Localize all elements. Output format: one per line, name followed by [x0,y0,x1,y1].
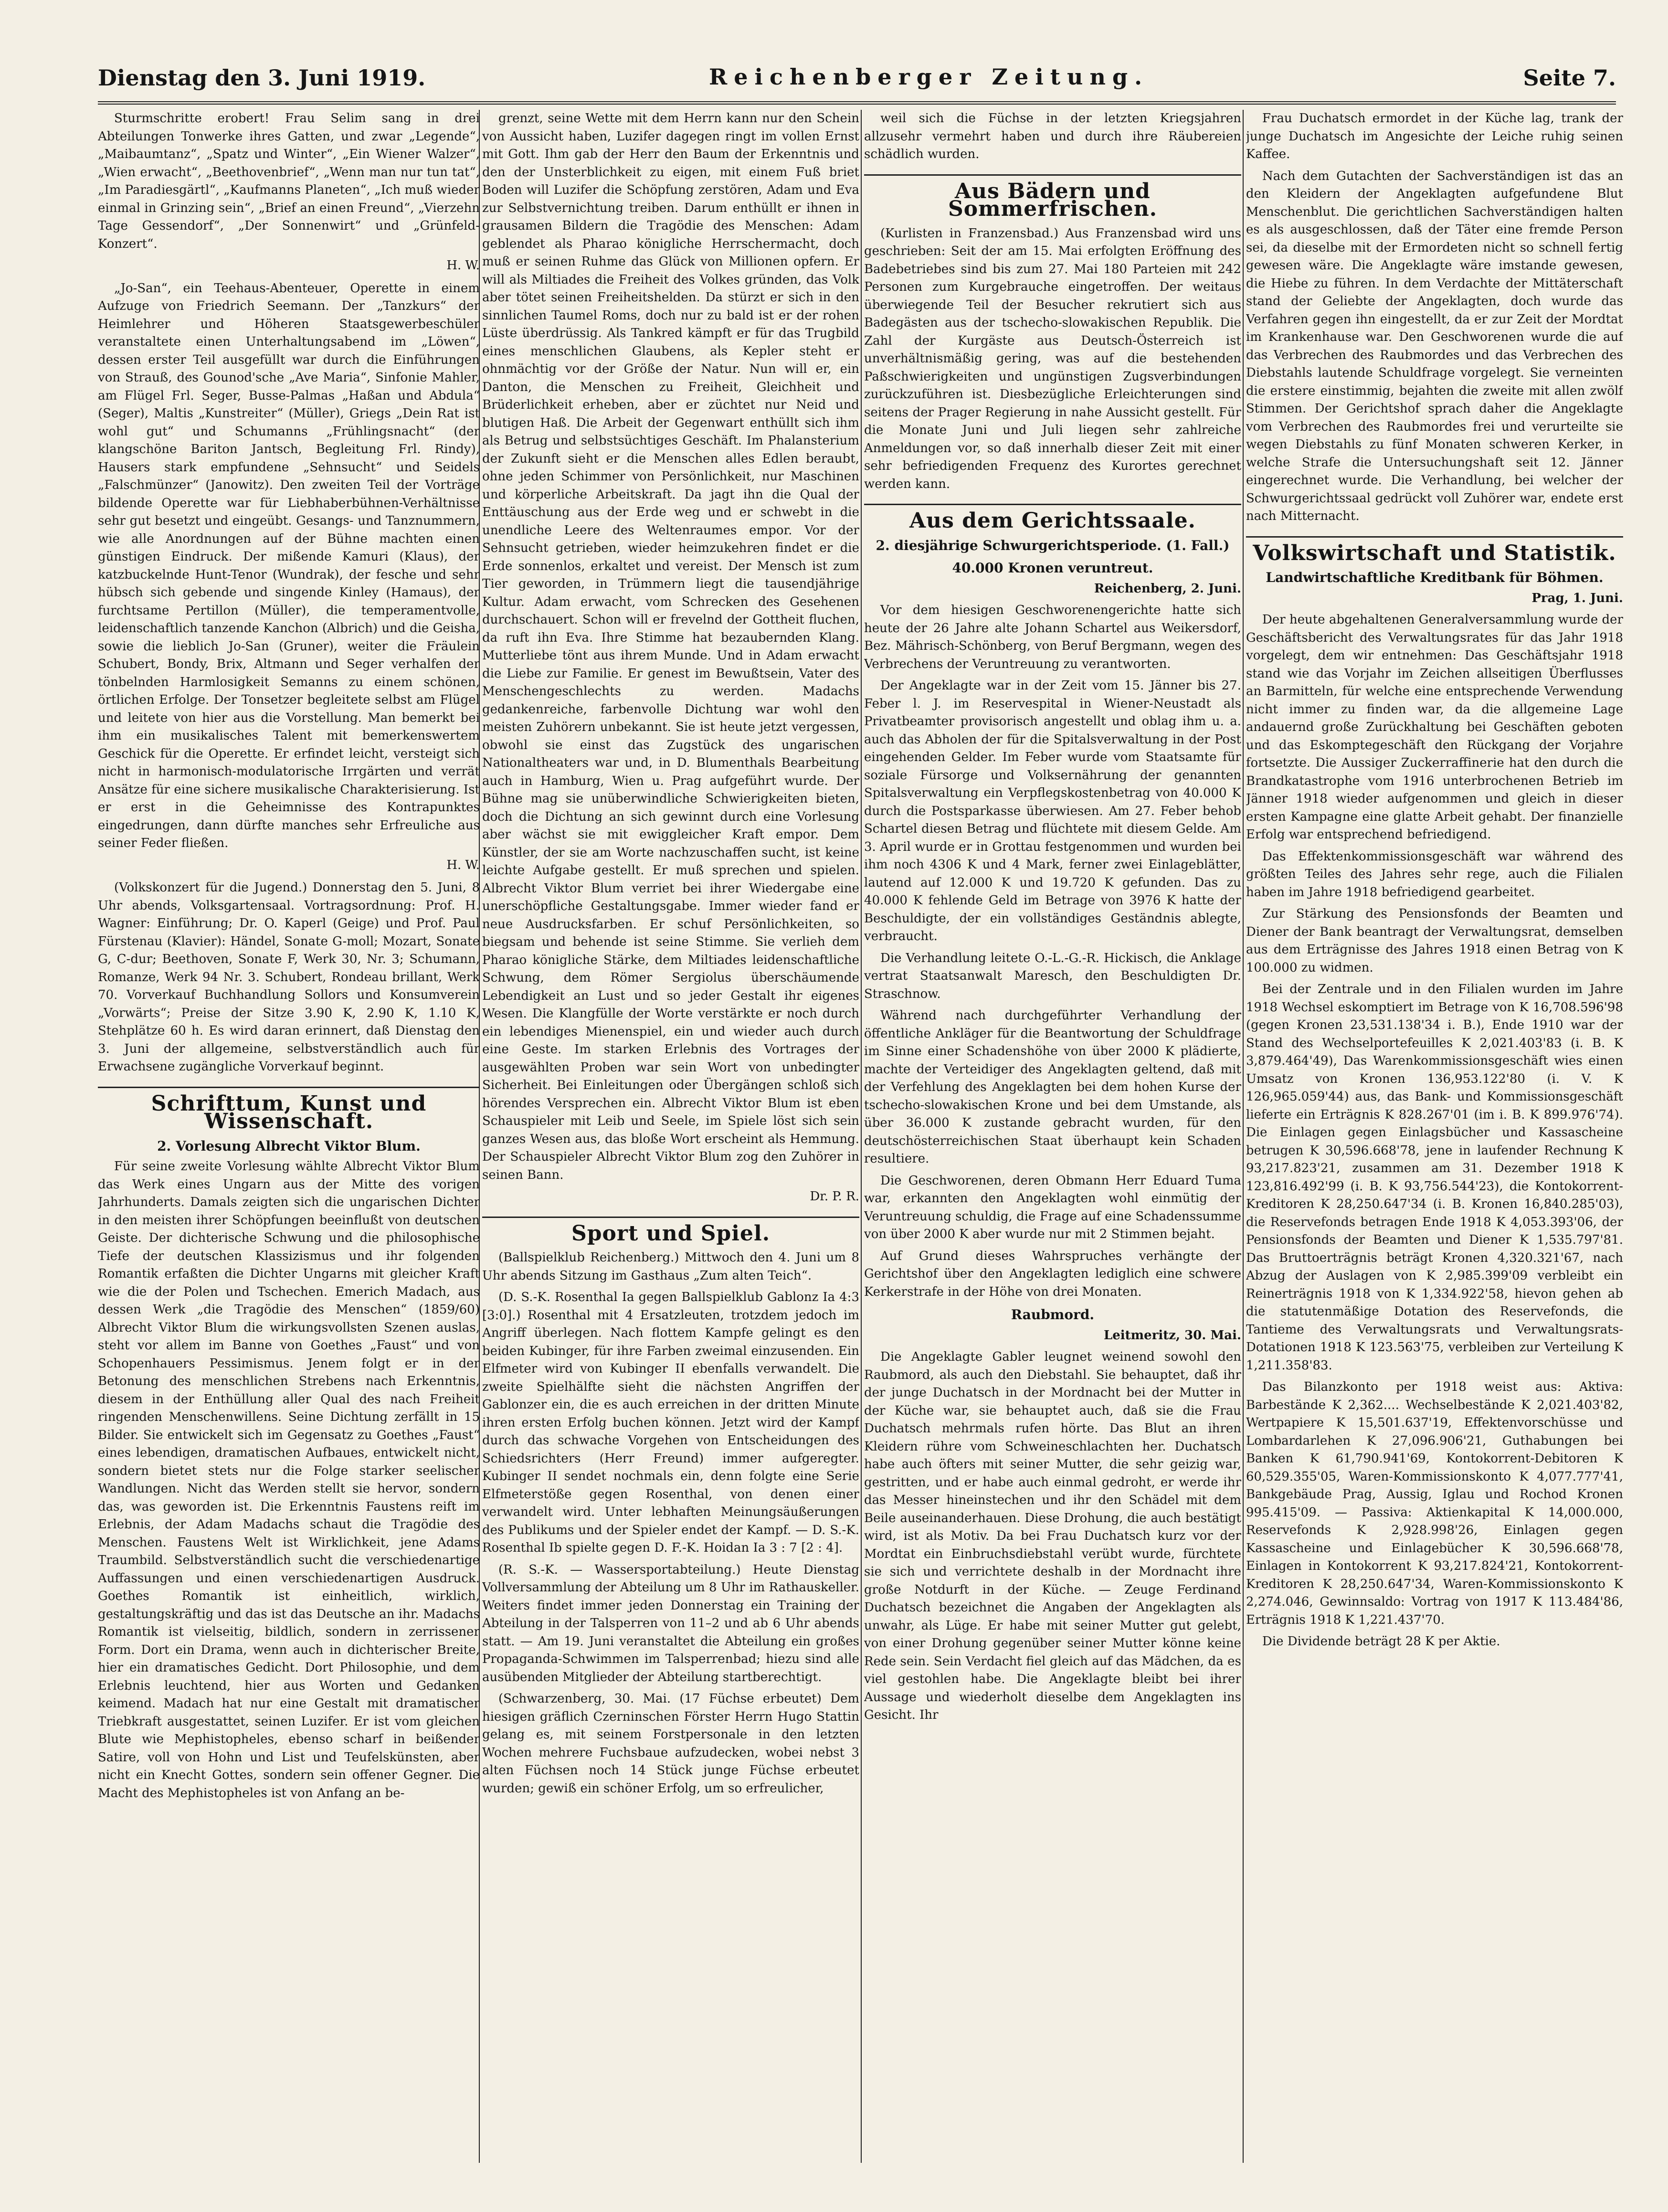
paragraph: (Volkskonzert für die Jugend.) Donnerstag den 5. Juni, 8 Uhr abends, Volksgartensaal. Vortragsordnung: Prof. H. Wagner: Einführung; Dr. O. Kaperl (Geige) und Prof. Paul Fürstenau (Klavier): Händel, Sonate G-moll; Mozart, Sonate G, C-dur; Beethoven, Sonate F, Werk 30, Nr. 3; Schumann, Romanze, Werk 94 Nr. 3. Schubert, Rondeau brillant, Werk 70. Vorverkauf Buchhandlung Sollors und Konsumverein „Vorwärts“; Preise der Sitze 3.90 K, 2.90 K, 1.10 K, Stehplätze 60 h. Es wird daran erinnert, daß Dienstag den 3. Juni der allgemeine, selbstverständlich auch für Erwachsene zugängliche Vorverkauf beginnt. [98,880,480,1074]
header-date: Dienstag den 3. Juni 1919. [98,65,426,91]
paragraph: Die Dividende beträgt 28 K per Aktie. [1262,1634,1500,1649]
paragraph: Nach dem Gutachten der Sachverständigen ist das an den Kleidern der Angeklagten aufgefundene Blut Menschenblut. Die gerichtlichen Sachverständigen halten es als ausgeschlossen, daß der Täter eine fremde Person sei, da dieselbe mit der Ermordeten nicht so schnell fertig gewesen wäre. Die Angeklagte wäre imstande gewesen, die Hiebe zu führen. In dem Verdachte der Mittäterschaft stand der Geliebte der Angeklagten, doch wurde das Verfahren gegen ihn eingestellt, da er zur Zeit der Mordtat im Krankenhause war. Den Geschworenen wurde die auf das Verbrechen des Raubmordes und das Verbrechen des Diebstahls lautende Schuldfrage vorgelegt. Sie verneinten die erstere einstimmig, bejahten die zweite mit allen zwölf Stimmen. Der Gerichtshof sprach daher die Angeklagte vom Verbrechen des Raubmordes frei und verurteilte sie wegen Diebstahls zu fünf Monaten schweren Kerker, in welche Strafe die Untersuchungshaft seit 12. Jänner eingerechnet wurde. Die Verhandlung, bei welcher der Schwurgerichtssaal gedrückt voll Zuhörer war, endete erst nach Mitternacht. [1246,169,1623,523]
newspaper-title: Reichenberger Zeitung. [709,64,1149,90]
section-heading: Sport und Spiel. [482,1217,859,1243]
paragraph: Das Effektenkommissionsgeschäft war während des größten Teiles des Jahres sehr rege, auch die Filialen haben im Jahre 1918 befriedigend gearbeitet. [1246,849,1623,900]
paragraph: „Jo-San“, ein Teehaus-Abenteuer, Operette in einem Aufzuge von Friedrich Seemann. Der „Tanzkurs“ der Heimlehrer und Höheren Staatsgewerbeschüler veranstaltete einen Unterhaltungsabend im „Löwen“, dessen erster Teil ausgefüllt war durch die Einführungen von Strauß, des Gounod'sche „Ave Maria“, Sinfonie Mahler, am Flügel Frl. Seger, Busse-Palmas „Haßan und Abdula“ (Seger), Maltis „Kunstreiter“ (Müller), Griegs „Dein Rat ist wohl gut“ und Schumanns „Frühlingsnacht“ (der klangschöne Bariton Jantsch, Begleitung Frl. Rindy), Hausers stark empfundene „Sehnsucht“ und Seidels „Falschmünzer“ (Janowitz). Den zweiten Teil der Vorträge bildende Operette war für Liebhaberbühnen-Verhältnisse sehr gut besetzt und eingeübt. Gesangs- und Tanznummern, wie alle Anordnungen auf der Bühne machten einen günstigen Eindruck. Der mißende Kamuri (Klaus), der katzbuckelnde Hunt-Tenor (Wundrak), der fesche und sehr hübsch sich gebende und singende Kinley (Hamaus), der furchtsame Pertillon (Müller), die temperamentvolle, leidenschaftlich tanzende Kanchon (Albrich) und die Geisha, sowie die lieblich Jo-San (Gruner), weiter die Fräulein Schubert, Bondy, Brix, Altmann und Seger verhalfen der tönbelnden Harmlosigkeit Semanns zu einem schönen, örtlichen Erfolge. Der Tonsetzer begleitete selbst am Flügel und leitete von hier aus die Vorstellung. Man bemerkt bei ihm ein musikalisches Talent mit bemerkenswertem Geschick für die Operette. Er erfindet leicht, versteigt sich nicht in harmonisch-modulatorische Irrgärten und verrät Ansätze für eine sichere musikalische Charakterisierung. Ist er erst in die Geheimnisse des Kontrapunktes eingedrungen, dann dürfte manches sehr Erfreuliche aus seiner Feder fließen. [98,281,480,850]
paragraph: Für seine zweite Vorlesung wählte Albrecht Viktor Blum das Werk eines Ungarn aus der Mitte des vorigen Jahrhunderts. Damals zeigten sich die ungarischen Dichter in den meisten ihrer Schöpfungen beeinflußt von deutschen Geiste. Der dichterische Schwung und die philosophische Tiefe der deutschen Klassizismus und ihr folgenden Romantik erfaßten die Dichter Ungarns mit gleicher Kraft wie die der Polen und Tschechen. Emerich Madach, aus dessen Werk „die Tragödie des Menschen“ (1859/60) Albrecht Viktor Blum die wirkungsvollsten Szenen auslas, steht vor allem im Banne von Goethes „Faust“ und von Schopenhauers Pessimismus. Jenem folgt er in der Betonung des menschlichen Strebens nach Erkenntnis, diesem in der Enthüllung aller Qual des nach Freiheit ringenden Menschenwillens. Seine Dichtung zerfällt in 15 Bilder. Sie entwickelt sich im Gegensatz zu Goethes „Faust“ eines lebendigen, dramatischen Aufbaues, entwickelt nicht, sondern bietet stets nur die Folge starker seelischer Wandlungen. Nicht das Werden stellt sie hervor, sondern das, was geworden ist. Die Erkenntnis Faustens reift im Erlebnis, der Adam Madachs schaut die Tragödie des Menschen. Faustens Welt ist Wirklichkeit, jene Adams Traumbild. Selbstverständlich sucht die verschiedenartige Auffassungen und einen verschiedenartigen Ausdruck. Goethes Romantik ist einheitlich, wirklich, gestaltungskräftig und das ist das Deutsche an ihr. Madachs Romantik ist vielseitig, bildlich, sondern in zerrissener Form. Dort ein Drama, wenn auch in dichterischer Breite, hier ein dramatisches Gedicht. Dort Philosophie, und dem Erlebnis leuchtend, hier aus Worten und Gedanken keimend. Madach hat nur eine Gestalt mit dramatischer Triebkraft ausgestattet, seinen Luzifer. Er ist vom gleichen Blute wie Mephistopheles, ebenso scharf in beißender Satire, voll von Hohn und List und Teufelskünsten, aber nicht ein Knecht Gottes, sondern sein offener Gegner. Die Macht des Mephistopheles ist von Anfang an be- [98,1159,480,1800]
paragraph: weil sich die Füchse in der letzten Kriegsjahren allzusehr vermehrt haben und durch ihre Räubereien schädlich wurden. [864,111,1241,161]
paragraph: (Schwarzenberg, 30. Mai. (17 Füchse erbeutet) Dem hiesigen gräflich Czerninschen Förster Herrn Hugo Stattin gelang es, mit seinem Forstpersonale in den letzten Wochen mehrere Fuchsbaue aufzudecken, wobei nebst 3 alten Füchsen noch 14 Stück junge Füchse erbeutet wurden; gewiß ein schöner Erfolg, um so erfreulicher, [482,1692,859,1796]
paragraph: Die Angeklagte Gabler leugnet weinend sowohl den Raubmord, als auch den Diebstahl. Sie behauptet, daß ihr der junge Duchatsch in der Mordnacht bei der Mutter in der Küche war, sie behauptet auch, daß sie die Frau Duchatsch mehrmals rufen hörte. Das Blut an ihren Kleidern rühre vom Schweineschlachten her. Duchatsch habe auch öfters mit seiner Mutter, die sehr geizig war, gestritten, und er habe auch einmal gedroht, er werde ihr das Messer hineinstechen und ihr den Schädel mit dem Beile auseinanderhauen. Diese Drohung, die auch bestätigt wird, ist als Motiv. Da bei Frau Duchatsch kurz vor der Mordtat ein Einbruchsdiebstahl verübt wurde, fürchtete sie sich und verrichtete deshalb in der Mordnacht ihre große Notdurft in der Küche. — Zeuge Ferdinand Duchatsch bezeichnet die Angaben der Angeklagten als unwahr, als Lüge. Er habe mit seiner Mutter gut gelebt, von einer Drohung gegenüber seiner Mutter könne keine Rede sein. Sein Verdacht fiel gleich auf das Mädchen, da es viel gestohlen habe. Die Angeklagte bleibt bei ihrer Aussage und wiederholt dieselbe dem Angeklagten ins Gesicht. Ihr [864,1350,1241,1722]
section-heading: Aus Bädern und Sommerfrischen. [864,174,1241,218]
section-heading: Schrifttum, Kunst und Wissenschaft. [98,1087,480,1131]
column-rule [1243,110,1244,2163]
column-2 [482,110,859,2177]
paragraph: Frau Duchatsch ermordet in der Küche lag, trank der junge Duchatsch im Angesichte der Leiche ruhig seinen Kaffee. [1246,111,1623,161]
article-heading: Raubmord. [1011,1307,1095,1323]
paragraph: Sturmschritte erobert! Frau Selim sang in drei Abteilungen Tonwerke ihres Gatten, und zwar „Legende“, „Maibaumtanz“, „Spatz und Winter“, „Ein Wiener Walzer“, „Wien erwacht“, „Beethovenbrief“, „Wenn man nur tun tat“, „Im Paradiesgärtl“, „Kaufmanns Planeten“, „Ich muß wieder einmal in Grinzing sein“, „Brief an einen Freund“, „Vierzehn Tage Gessendorf“, „Der Sonnenwirt“ und „Grünfeld-Konzert“. [98,111,480,251]
paragraph: Der heute abgehaltenen Generalversammlung wurde der Geschäftsbericht des Verwaltungsrates für das Jahr 1918 vorgelegt, dem wir entnehmen: Das Geschäftsjahr 1918 stand wie das Vorjahr im Zeichen allseitigen Überflusses an Barmitteln, für welche eine entsprechende Verwendung nicht immer zu finden war, da die allgemeine Lage andauernd große Zurückhaltung bei Geschäften geboten und das Eskomptegeschäft den Rückgang der Vorjahre fortsetzte. Die Aussiger Zuckerraffinerie hat den durch die Brandkatastrophe vom 1916 unterbrochenen Betrieb im Jänner 1918 wieder aufgenommen und gleich in dieser ersten Kampagne eine glatte Arbeit gehabt. Der finanzielle Erfolg war entsprechend befriedigend. [1246,613,1623,842]
dateline: Reichenberg, 2. Juni. [1094,581,1241,596]
article-heading: 2. Vorlesung Albrecht Viktor Blum. [157,1138,421,1154]
page-number: Seite 7. [1523,65,1616,91]
paragraph: Vor dem hiesigen Geschworenengerichte hatte sich heute der 26 Jahre alte Johann Schartel aus Weikersdorf, Bez. Mährisch-Schönberg, von Beruf Bergmann, wegen des Verbrechens der Veruntreuung zu verantworten. [864,603,1241,671]
paragraph: Das Bilanzkonto per 1918 weist aus: Aktiva: Barbestände K 2,362.... Wechselbestände K 2,021.403'82, Wertpapiere K 15,501.637'19, Effektenvorschüsse und Lombardarlehen K 27,096.906'21, Guthabungen bei Banken K 61,790.941'69, Kontokorrent-Debitoren K 60,529.355'05, Waren-Kommissionskonto K 4,077.777'41, Bankgebäude Prag, Aussig, Iglau und Rochod Kronen 995.415'09. — Passiva: Aktienkapital K 14,000.000, Reservefonds K 2,928.998'26, Einlagen gegen Kassascheine und Einlagebücher K 30,596.668'78, Einlagen in Kontokorrent K 93,217.824'21, Kontokorrent-Kreditoren K 28,250.647'34, Waren-Kommissionskonto K 2,274.046, Gewinnsaldo: Vortrag von 1917 K 113.484'86, Erträgnis 1918 K 1,221.437'70. [1246,1380,1623,1627]
paragraph: Bei der Zentrale und in den Filialen wurden im Jahre 1918 Wechsel eskomptiert im Betrage von K 16,708.596'98 (gegen Kronen 23,531.138'34 i. B.), Ende 1910 war der Stand des Wechselportefeuilles K 2,021.403'83 (i. B. K 3,879.464'49), Das Warenkommissionsgeschäft wies einen Umsatz von Kronen 136,953.122'80 (i. V. K 126,965.059'44) aus, das Bank- und Kommissionsgeschäft lieferte ein Erträgnis K 828.267'01 (im i. B. K 899.976'74). Die Einlagen gegen Einlagsbücher und Kassascheine betrugen K 30,596.668'78, jene in laufender Rechnung K 93,217.823'21, zusammen am 31. Dezember 1918 K 123,816.492'99 (i. B. K 93,756.544'23), die Kontokorrent-Kreditoren K 28,250.647'34 (i. B. Kronen 16,840.285'03), die Reservefonds betragen Ende 1918 K 4,053.393'06, der Pensionsfonds der Beamten und Diener K 1,535.797'81. Das Bruttoerträgnis beträgt Kronen 4,320.321'67, nach Abzug der Auslagen von K 2,985.399'09 verbleibt ein Reinerträgnis 1918 von K 1,334.922'58, hievon gehen ab die statutenmäßige Dotation des Reservefonds, die Tantieme des Verwaltungsrats und Verwaltungsrats-Dotationen 1918 K 123.563'75, verbleiben zur Verteilung K 1,211.358'83. [1246,982,1623,1373]
paragraph: Auf Grund dieses Wahrspruches verhängte der Gerichtshof über den Angeklagten lediglich eine schwere Kerkerstrafe in der Höhe von drei Monaten. [864,1249,1241,1299]
paragraph: Während nach durchgeführter Verhandlung der öffentliche Ankläger für die Beantwortung der Schuldfrage im Sinne einer Schadenshöhe von über 2000 K plädierte, machte der Verteidiger des Angeklagten geltend, daß mit der Verfehlung des Angeklagten bei dem hohen Kurse der tschecho-slowakischen Krone und bei dem Umstande, als über 36.000 K zustande gebracht wurden, für den deutschösterreichischen Staat überhaupt kein Schaden resultiere. [864,1008,1241,1166]
paragraph: Die Verhandlung leitete O.-L.-G.-R. Hickisch, die Anklage vertrat Staatsanwalt Maresch, den Beschuldigten Dr. Straschnow. [864,951,1241,1001]
dateline: Leitmeritz, 30. Mai. [1103,1328,1241,1343]
dateline: Prag, 1. Juni. [1531,591,1623,605]
paragraph: (Ballspielklub Reichenberg.) Mittwoch den 4. Juni um 8 Uhr abends Sitzung im Gasthaus „Zum alten Teich“. [482,1250,859,1283]
signature: H. W. [446,258,480,273]
paragraph: (R. S.-K. — Wassersportabteilung.) Heute Dienstag Vollversammlung der Abteilung um 8 Uhr im Rathauskeller. Weiters findet immer jeden Donnerstag ein Training der Abteilung in der Talsperren von 11–2 und ab 6 Uhr abends statt. — Am 19. Juni veranstaltet die Abteilung ein großes Propaganda-Schwimmen im Talsperrenbad; hiezu sind alle ausübenden Mitglieder der Abteilung startberechtigt. [482,1562,859,1684]
column-4 [1246,110,1623,2177]
column-1 [98,110,480,2177]
column-3 [864,110,1241,2177]
paragraph: grenzt, seine Wette mit dem Herrn kann nur den Schein von Aussicht haben, Luzifer dagegen ringt im vollen Ernst mit Gott. Ihm gab der Herr den Baum der Erkenntnis und den der Unsterblichkeit zu eigen, mit einem Fuß briet Boden will Luzifer die Schöpfung zerstören, Adam und Eva zur Selbstvernichtung treiben. Darum enthüllt er ihnen in grausamen Bildern die Tragödie des Menschen: Adam geblendet als Pharao königliche Herrschermacht, doch muß er seinen Ruhme das Glück von Millionen opfern. Er will als Miltiades die Freiheit des Volkes gründen, das Volk aber tötet seinen Freiheitshelden. Da stürzt er sich in den sinnlichen Taumel Roms, doch nur zu bald ist er der rohen Lüste überdrüssig. Als Tankred kämpft er für das Trugbild eines menschlichen Glaubens, als Kepler steht er ohnmächtig vor der Größe der Natur. Nun will er, ein Danton, die Menschen zu Freiheit, Gleichheit und Brüderlichkeit erheben, aber er züchtet nur Neid und blutigen Haß. Die Arbeit der Gegenwart enthüllt sich ihm als Betrug und selbstsüchtiges Geschäft. Im Phalansterium der Zukunft sieht er die Menschen alles Edlen beraubt, ohne jeden Schimmer von Persönlichkeit, nur Maschinen und körperliche Arbeitskraft. Da jagt ihn die Qual der Enttäuschung aus der Erde weg und er schwebt in die unendliche Leere des Weltenraumes empor. Vor der Sehnsucht getrieben, wieder heimzukehren findet er die Erde sonnenlos, erkaltet und vereist. Der Mensch ist zum Tier geworden, in Trümmern liegt die tausendjährige Kultur. Adam erwacht, vom Schrecken des Gesehenen durchschauert. Schon will er frevelnd der Gottheit fluchen, da ruft ihn Eva. Ihre Stimme hat bezaubernden Klang. Mutterliebe tönt aus ihrem Munde. Und in Adam erwacht die Liebe zur Familie. Er genest im Bewußtsein, Vater des Menschengeschlechts zu werden. Madachs gedankenreiche, farbenvolle Dichtung war wohl den meisten Zuhörern unbekannt. Sie ist heute jetzt vergessen, obwohl sie einst das Zugstück des ungarischen Nationaltheaters war und, in D. Blumenthals Bearbeitung auch in Hamburg, Wien u. Prag aufgeführt wurde. Der Bühne mag sie unüberwindliche Schwierigkeiten bieten, doch die Dichtung an sich gewinnt durch eine Vorlesung aber wächst sie mit ewiggleicher Kraft empor. Dem Künstler, der sie am Worte nachzuschaffen sucht, ist keine leichte Aufgabe gestellt. Er muß sprechen und spielen. Albrecht Viktor Blum verriet bei ihrer Wiedergabe eine unerschöpfliche Gestaltungsgabe. Immer wieder fand er neue Ausdrucksfarben. Er schuf Persönlichkeiten, so biegsam und behende ist seine Stimme. Sie verlieh dem Pharao königliche Stärke, dem Miltiades leidenschaftliche Schwung, dem Römer Sergiolus überschäumende Lebendigkeit an Lust und so jeder Gestalt ihr eigenes Wesen. Die Klangfülle der Worte verstärkte er noch durch ein lebendiges Mienenspiel, ein und wieder auch durch eine Geste. Im starken Erlebnis des Vortrages der ausgewählten Proben war sein Wort von unbedingter Sicherheit. Bei Einleitungen oder Übergängen schloß sich hörendes Versprechen ein. Albrecht Viktor Blum ist eben Schauspieler mit Leib und Seele, im Spiele löst sich sein ganzes Wesen aus, das bloße Wort erscheint als Hemmung. Der Schauspieler Albrecht Viktor Blum zog den Zuhörer in seinen Bann. [482,111,859,1182]
section-heading: Aus dem Gerichtssaale. [864,504,1241,530]
paragraph: Die Geschworenen, deren Obmann Herr Eduard Tuma war, erkannten den Angeklagten wohl einmütig der Veruntreuung schuldig, die Frage auf eine Schadenssumme von über 2000 K aber wurde nur mit 2 Stimmen bejaht. [864,1173,1241,1241]
paragraph: (D. S.-K. Rosenthal Ia gegen Ballspielklub Gablonz Ia 4:3 [3:0].) Rosenthal mit 4 Ersatzleuten, trotzdem jedoch im Angriff überlegen. Nach flottem Kampfe gelingt es den beiden Kubinger, für ihre Farben zweimal einzusenden. Ein Elfmeter wird von Kubinger II ebenfalls verwandelt. Die zweite Spielhälfte sieht die nächsten Angriffen der Gablonzer ein, die es auch erreichen in der dritten Minute ihren ersten Erfolg buchen können. Jetzt wird der Kampf durch das schwache Vorgehen von Entscheidungen des Schiedsrichters (Herr Freund) immer aufgeregter. Kubinger II sendet nochmals ein, denn folgte eine Serie Elfmeterstöße gegen Rosenthal, von denen einer verwandelt wird. Unter lebhaften Meinungsäußerungen des Publikums und der Spieler endet der Kampf. — D. S.-K. Rosenthal Ib spielte gegen D. F.-K. Hoidan Ia 3 : 7 [2 : 4]. [482,1290,859,1555]
article-heading: Landwirtschaftliche Kreditbank für Böhmen. [1266,570,1604,585]
page-header [98,58,1616,105]
article-heading: 40.000 Kronen veruntreut. [952,560,1153,576]
signature: Dr. P. R. [810,1189,859,1204]
paragraph: Zur Stärkung des Pensionsfonds der Beamten und Diener der Bank beantragt der Verwaltungsrat, demselben aus dem Erträgnisse des Jahres 1918 einen Betrag von K 100.000 zu widmen. [1246,907,1623,975]
article-heading: 2. diesjährige Schwurgerichtsperiode. (1. Fall.) [876,537,1230,553]
signature: H. W. [446,857,480,872]
paragraph: (Kurlisten in Franzensbad.) Aus Franzensbad wird uns geschrieben: Seit der am 15. Mai erfolgten Eröffnung des Badebetriebes sind bis zum 27. Mai 180 Parteien mit 242 Personen zum Kurgebrauche eingetroffen. Der weitaus überwiegende Teil der Besucher rekrutiert sich aus Badegästen aus der tschecho-slowakischen Republik. Die Zahl der Kurgäste aus Deutsch-Österreich ist unverhältnismäßig gering, was auf die bestehenden Paßschwierigkeiten und ungünstigen Zugsverbindungen zurückzuführen ist. Diesbezügliche Erleichterungen sind seitens der Prager Regierung in nahe Aussicht gestellt. Für die Monate Juni und Juli liegen sehr zahlreiche Anmeldungen vor, so daß innerhalb dieser Zeit mit einer sehr befriedigenden Frequenz des Kurortes gerechnet werden kann. [864,226,1241,491]
paragraph: Der Angeklagte war in der Zeit vom 15. Jänner bis 27. Feber l. J. im Reservespital in Wiener-Neustadt als Privatbeamter provisorisch angestellt und oblag ihm u. a. auch das Abholen der für die Spitalsverwaltung in der Post eingehenden Gelder. Im Feber wurde vom Staatsamte für soziale Fürsorge und Volksernährung der genannten Spitalsverwaltung ein Verpflegskostenbetrag von 40.000 K durch die Postsparkasse überwiesen. Am 27. Feber behob Schartel diesen Betrag und flüchtete mit diesem Gelde. Am 3. April wurde er in Grottau festgenommen und wurden bei ihm noch 4306 K und 4 Mark, ferner zwei Einlageblätter, lautend auf 12.000 K und 19.720 K gefunden. Das zu 40.000 K fehlende Geld im Betrage von 3976 K hatte der Beschuldigte, der ein vollständiges Geständnis ablegte, verbraucht. [864,678,1241,943]
section-heading: Volkswirtschaft und Statistik. [1246,536,1623,562]
column-rule [861,110,862,2163]
